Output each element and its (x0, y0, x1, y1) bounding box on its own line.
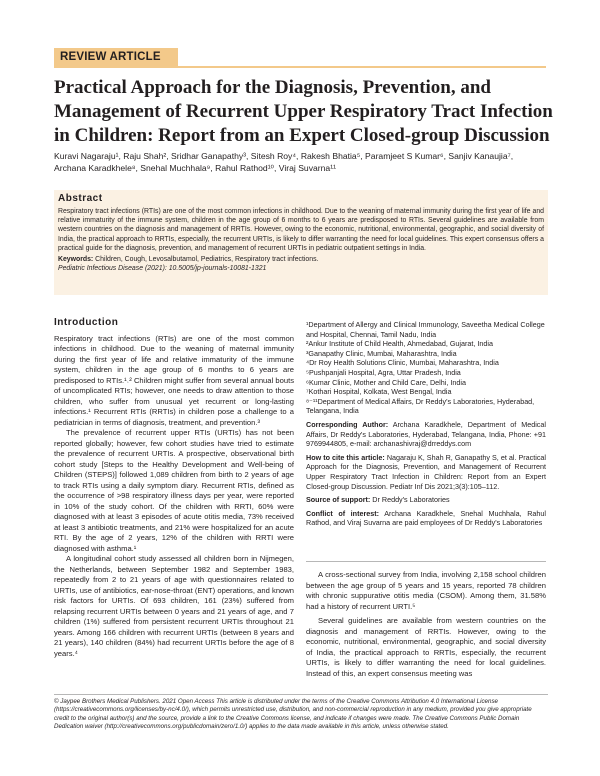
intro-paragraph: A longitudinal cohort study assessed all children born in Nijmegen, the Netherlands, between September 1982 and September 1983, repeatedly from 2 to 21 years of age with questionnaires related to URTIs, use of antibiotics, ear-nose-throat (ENT) operations, and known risk factors for URTIs. Of 693 children, 161 (23%) suffered from relapsing recurrent URTIs between 0 years and 21 years of age, and 7 children (1%) suffered from persistent recurrent URTIs throughout 21 years. Among 166 children with recurrent URTIs (between 8 years and 21 years), 140 children (84%) had recurrent URTIs before the age of 8 years.⁴ (54, 554, 294, 658)
body-paragraph: A cross-sectional survey from India, involving 2,158 school children between the age group of 5 years and 15 years, reported 78 children with chronic suppurative otitis media (CSOM). Among them, 31.58% had a history of recurrent URTI.⁵ (306, 570, 546, 611)
corr-label: Corresponding Author: (306, 419, 389, 429)
affiliation: ³Ganapathy Clinic, Mumbai, Maharashtra, India (306, 348, 457, 358)
abstract-keywords (58, 255, 544, 264)
affiliation: ⁶Kumar Clinic, Mother and Child Care, Delhi, India (306, 377, 466, 387)
abstract-citation: Pediatric Infectious Disease (2021): 10.5005/jp-journals-10081-1321 (58, 265, 267, 273)
corresponding-author (306, 420, 546, 449)
abstract-box (54, 190, 548, 295)
affiliation: ⁴Dr Roy Health Solutions Clinic, Mumbai, Maharashtra, India (306, 358, 499, 368)
cite-label: How to cite this article: (306, 452, 385, 462)
affiliations-divider (306, 561, 546, 562)
source-of-support (306, 495, 546, 505)
author-line: Archana Karadkhele⁸, Snehal Muchhala⁹, Rahul Rathod¹⁰, Viraj Suvarna¹¹ (54, 163, 336, 174)
badge-divider (54, 66, 546, 68)
keywords-value: Children, Cough, Levosalbutamol, Pediatrics, Respiratory tract infections. (95, 256, 319, 264)
article-title: Practical Approach for the Diagnosis, Prevention, and Management of Recurrent Upper Respiratory Tract Infection in Children: Report from an Expert Closed-group Discussion (54, 77, 553, 146)
cite-text: Nagaraju K, Shah R, Ganapathy S, et al. Practical Approach for the Diagnosis, Prevention, and Management of Recurrent Upper Respiratory Tract Infection in Children: Report from an Expert Closed-group Discussion. Pediatr Inf Dis 2021;3(3):105–112. (306, 452, 547, 491)
support-label: Source of support: (306, 495, 371, 505)
right-column-body (306, 570, 546, 679)
intro-heading: Introduction (54, 317, 119, 328)
conflict-of-interest (306, 509, 546, 528)
article-type-badge: REVIEW ARTICLE (54, 48, 178, 66)
license-footer: © Jaypee Brothers Medical Publishers. 2021 Open Access This article is distributed under the terms of the Creative Commons Attribution 4.0 International License (https://creativecommons.org/licenses/by-nc/4.0/), which permits unrestricted use, distribution, and non-commercial reproduction in any medium, provided you give appropriate credit to the original author(s) and the source, provide a link to the Creative Commons license, and indicate if changes were made. The Creative Commons Public Domain Dedication waiver (http://creativecommons.org/publicdomain/zero/1.0/) applies to the data made available in this article, unless otherwise stated. (54, 698, 532, 730)
footer-divider (54, 694, 548, 695)
intro-paragraph: The prevalence of recurrent upper RTIs (URTIs) has not been reported globally; however, few cohort studies have tried to estimate the prevalence of recurrent URTIs. A prospective, observational birth cohort study [Steps to the Healthy Development and Well-being of Children (STEPS)] followed 1,089 children from birth to 2 years of age to track RTIs using a daily symptom diary. Recurrent RTIs, defined as the occurrence of >98 respiratory illness days per year, were reported in 10% of the study cohort. Of the children with RRTI, 60% were diagnosed with at least 3 episodes of acute otitis media, 73% received at least 3 antibiotic treatments, and 21% were hospitalized for an acute RTI. By the age of 2 years, 12% of the children with RRTI were diagnosed with asthma.¹ (54, 428, 294, 553)
affiliation: ²Ankur Institute of Child Health, Ahmedabad, Gujarat, India (306, 339, 493, 349)
affiliation: ⁷Kothari Hospital, Kolkata, West Bengal, India (306, 387, 452, 397)
affiliation: ¹Department of Allergy and Clinical Immunology, Saveetha Medical College and Hospital, Chennai, Tamil Nadu, India (306, 320, 545, 339)
keywords-label: Keywords: (58, 256, 94, 264)
author-line: Kuravi Nagaraju¹, Raju Shah², Sridhar Ganapathy³, Sitesh Roy⁴, Rakesh Bhatia⁵, Paramjeet S Kumar⁶, Sanjiv Kanaujia⁷, (54, 151, 514, 161)
abstract-text: Respiratory tract infections (RTIs) are one of the most common infections in childhood. Due to the weaning of maternal immunity during the first year of life and relative immaturity of the immune system, children in the age group of 6 months to 6 years are predisposed to RTIs. Several guidelines are available from western countries on the diagnosis and management of RRTIs. However, owing to the economic, nutritional, environmental, geographic, and social diversity of India, the practical approach to RRTIs, especially, the recurrent URTIs, is likely to differ warranting the need for local guidelines. This expert consensus offers a practical guide for the diagnosis, prevention, and management of recurrent URTIs in pediatric outpatient settings in India. (58, 208, 544, 252)
conflict-label: Conflict of interest: (306, 508, 380, 518)
corr-text: Archana Karadkhele, Department of Medical Affairs, Dr Reddy's Laboratories, Hyderabad, Telangana, India, Phone: +91 9769944805, e-mail: archanashivraj@drreddys.com (306, 419, 546, 449)
body-paragraph: Several guidelines are available from western countries on the diagnosis and management of RRTIs. However, owing to the economic, nutritional, environmental, geographic, and social diversity of India, the practical approach to RRTIs, especially, the recurrent URTIs, is likely to differ warranting the need for local guidelines. Instead of this, an expert consensus meeting was (306, 616, 546, 678)
conflict-text: Archana Karadkhele, Snehal Muchhala, Rahul Rathod, and Viraj Suvarna are paid employees of Dr Reddy's Laboratories (306, 508, 546, 528)
affiliation: ⁸⁻¹¹Department of Medical Affairs, Dr Reddy's Laboratories, Hyderabad, Telangana, India (306, 396, 535, 416)
left-column (54, 318, 294, 659)
abstract-heading: Abstract (58, 193, 103, 204)
affiliation: ⁵Pushpanjali Hospital, Agra, Uttar Pradesh, India (306, 367, 461, 377)
how-to-cite (306, 453, 546, 491)
support-text: Dr Reddy's Laboratories (372, 495, 450, 505)
intro-paragraph: Respiratory tract infections (RTIs) are one of the most common infections in childhood. Due to the weaning of maternal immunity during the first year of life and relative immaturity of the immune system, children in the age group of 6 months to 6 years are predisposed to RTIs.¹˒² Children might suffer from several annual bouts of uncomplicated RTIs; however, one needs to draw attention to those children, who suffer from unusual yet recurrent or long-lasting infections.¹ Recurrent RTIs (RRTIs) in children pose a challenge to a pediatrician in terms of diagnosis, treatment, and prevention.³ (54, 333, 294, 427)
author-list (54, 150, 550, 174)
affiliations-block (306, 320, 546, 528)
